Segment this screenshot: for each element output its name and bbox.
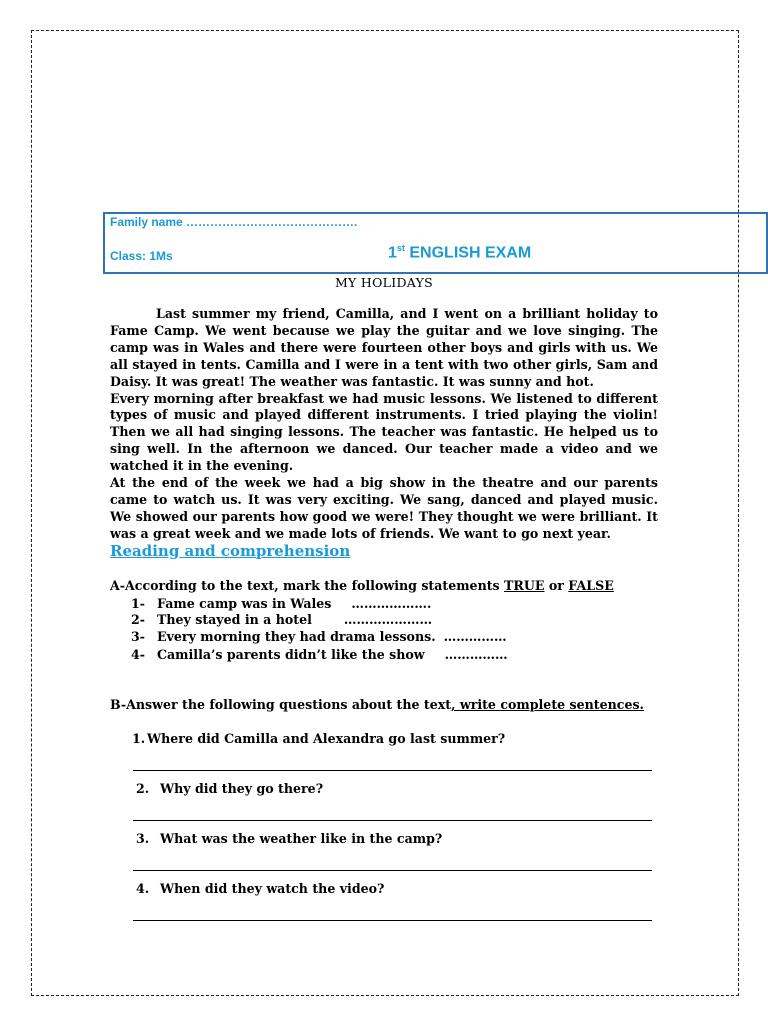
part-b-instruction-text: B-Answer the following questions about the text: [110, 697, 452, 712]
question-text: Why did they go there?: [160, 781, 324, 796]
statement-2: [131, 612, 432, 627]
question-2: [136, 781, 323, 796]
statement-number: 3-: [131, 629, 145, 644]
question-number: 1.: [132, 731, 146, 746]
part-a-instruction: [110, 578, 614, 593]
answer-blank[interactable]: …………………: [343, 612, 433, 627]
question-4: [136, 881, 384, 896]
part-b-instruction: [110, 697, 644, 712]
section-title: Reading and comprehension: [110, 542, 351, 560]
statement-number: 1-: [131, 596, 145, 611]
part-a-instruction-text: A-According to the text, mark the following statements: [110, 578, 505, 593]
question-3: [136, 831, 442, 846]
answer-line-1[interactable]: [133, 770, 652, 771]
question-number: 2.: [136, 781, 150, 796]
true-label: TRUE: [504, 578, 545, 593]
question-text: What was the weather like in the camp?: [160, 831, 443, 846]
question-1: [132, 731, 505, 746]
or-label: or: [544, 578, 569, 593]
passage-paragraph-2: Every morning after breakfast we had music lessons. We listened to different types of music and played different instruments. I tried playing the violin! Then we all had singing lessons. The teacher was fantastic. He helped us to sing well. In the afternoon we danced. Our teacher made a video and we watched it in the evening.: [110, 390, 658, 474]
statement-text: Camilla’s parents didn’t like the show: [157, 647, 425, 662]
reading-passage: [110, 306, 658, 543]
answer-blank[interactable]: ……………….: [351, 596, 432, 611]
family-name-field[interactable]: Family name …………………………………….: [110, 215, 358, 229]
question-text: When did they watch the video?: [160, 881, 385, 896]
answer-line-2[interactable]: [133, 820, 652, 821]
answer-line-4[interactable]: [133, 920, 652, 921]
answer-blank[interactable]: ……………: [444, 647, 508, 662]
statement-number: 2-: [131, 612, 145, 627]
statement-text: Every morning they had drama lessons.: [157, 629, 436, 644]
statement-4: [131, 647, 508, 662]
passage-paragraph-3: At the end of the week we had a big show in the theatre and our parents came to watch us. It was very exciting. We sang, danced and played music. We showed our parents how good we were! They thought we were brilliant. It was a great week and we made lots of friends. We want to go next year.: [110, 475, 658, 541]
statement-1: [131, 596, 431, 611]
passage-paragraph-1: Last summer my friend, Camilla, and I went on a brilliant holiday to Fame Camp. We went because we play the guitar and we love singing. The camp was in Wales and there were fourteen other boys and girls with us. We all stayed in tents. Camilla and I were in a tent with two other girls, Sam and Daisy. It was great! The weather was fantastic. It was sunny and hot.: [110, 306, 658, 389]
question-number: 3.: [136, 831, 150, 846]
statement-text: Fame camp was in Wales: [157, 596, 332, 611]
false-label: FALSE: [568, 578, 614, 593]
exam-title: [388, 243, 531, 262]
class-label: Class: 1Ms: [110, 249, 173, 263]
exam-ordinal: 1: [388, 244, 397, 262]
question-number: 4.: [136, 881, 150, 896]
statement-number: 4-: [131, 647, 145, 662]
exam-header: [103, 212, 768, 274]
question-text: Where did Camilla and Alexandra go last summer?: [147, 731, 506, 746]
exam-ordinal-suffix: st: [396, 243, 405, 253]
answer-line-3[interactable]: [133, 870, 652, 871]
exam-title-text: ENGLISH EXAM: [409, 244, 532, 262]
part-b-instruction-underlined: , write complete sentences.: [451, 697, 644, 712]
answer-blank[interactable]: ……………: [443, 629, 507, 644]
statement-text: They stayed in a hotel: [157, 612, 312, 627]
statement-3: [131, 629, 507, 644]
passage-title: MY HOLIDAYS: [334, 275, 434, 290]
